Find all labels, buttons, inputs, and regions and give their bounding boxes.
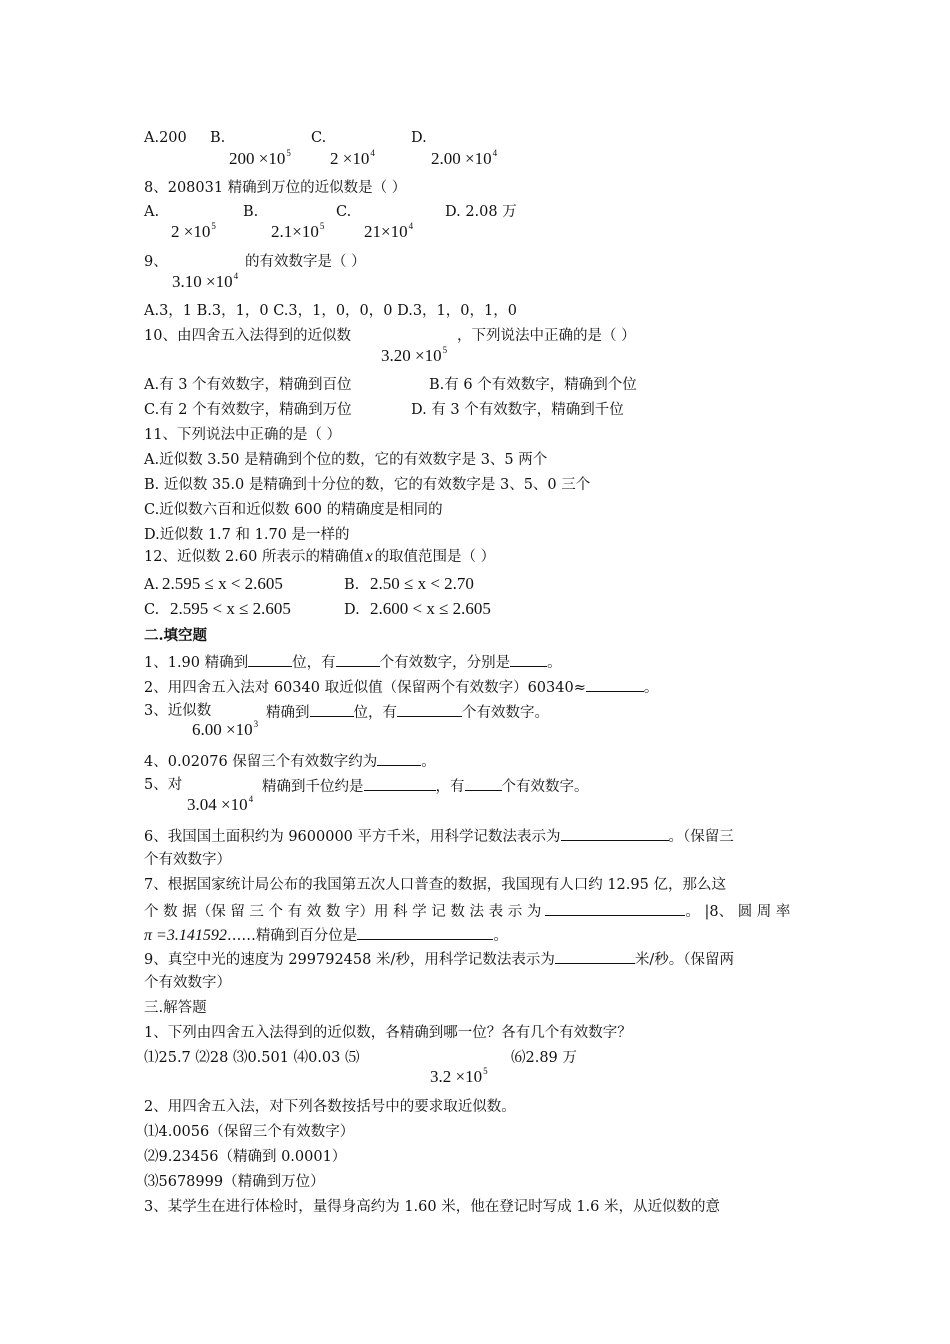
- fill-7-cont: 个 数 据（保 留 三 个 有 效 数 字）用 科 学 记 数 法 表 示 为 。 |8、 圆 周 率: [144, 900, 790, 922]
- fill-1-blank-1[interactable]: [248, 651, 292, 667]
- q7-option-d-math: $2.00 \times 10^4$: [431, 148, 498, 168]
- q12-stem: 12、近似数 2.60 所表示的精确值 x 的取值范围是（ ）: [144, 548, 496, 565]
- fill-1: 1、1.90 精确到 位，有 个有效数字，分别是 。: [144, 651, 562, 673]
- answer-2-item-3: ⑶5678999（精确到万位）: [144, 1174, 325, 1190]
- fill-3-blank-2[interactable]: [397, 701, 462, 717]
- fill-5-blank-2[interactable]: [465, 775, 502, 791]
- q11-option-d: D.近似数 1.7 和 1.70 是一样的: [144, 527, 350, 543]
- q7-options: [144, 128, 187, 148]
- fill-1-blank-3[interactable]: [510, 651, 547, 667]
- answer-2-stem: 2、用四舍五入法，对下列各数按括号中的要求取近似数。: [144, 1099, 516, 1115]
- q11-option-c: C.近似数六百和近似数 600 的精确度是相同的: [144, 502, 443, 518]
- q10-math: $3.20 \times 10^5$: [381, 345, 448, 365]
- q12-option-c-math: 2.595 < x ≤ 2.605: [170, 599, 291, 618]
- fill-9-cont: 个有效数字）: [144, 975, 231, 991]
- fill-5-blank-1[interactable]: [364, 775, 436, 791]
- q8-option-a-math: $2 \times 10^5$: [171, 221, 216, 241]
- q8-option-b-math: $2.1\times 10^5$: [271, 221, 325, 241]
- q10-stem-prefix: 10、由四舍五入法得到的近似数: [144, 328, 351, 344]
- q8-option-c-math: $21\times 10^4$: [364, 221, 414, 241]
- q7-option-b-label: B.: [210, 130, 226, 146]
- fill-8: π =3.141592……精确到百分位是 。: [144, 924, 508, 946]
- q12-variable: x: [365, 548, 373, 565]
- fill-6-blank[interactable]: [561, 825, 669, 841]
- q10-option-c: C.有 2 个有效数字，精确到万位: [144, 402, 352, 418]
- fill-2: 2、用四舍五入法对 60340 取近似值（保留两个有效数字）60340≈ 。: [144, 676, 658, 698]
- q10-option-b: B.有 6 个有效数字，精确到个位: [429, 377, 637, 393]
- fill-5: 精确到千位约是 ，有 个有效数字。: [262, 775, 589, 797]
- q7-option-a: A.200: [144, 130, 187, 146]
- q12-option-c-label: C.: [144, 602, 160, 618]
- answer-2-item-1: ⑴4.0056（保留三个有效数字）: [144, 1124, 355, 1140]
- q11-option-b: B. 近似数 35.0 是精确到十分位的数，它的有效数字是 3、5、0 三个: [144, 477, 591, 493]
- fill-6: 6、我国国土面积约为 9600000 平方千米，用科学记数法表示为 。（保留三: [144, 825, 734, 847]
- fill-3-blank-1[interactable]: [310, 701, 354, 717]
- q7-option-c-math: $2 \times 10^4$: [330, 148, 375, 168]
- fill-2-blank[interactable]: [586, 676, 644, 692]
- q7-option-b-math: $200 \times 10^5$: [229, 148, 291, 168]
- q9-options: A.3，1 B.3，1，0 C.3，1，0，0，0 D.3，1，0，1，0: [144, 303, 517, 319]
- answer-1-items: ⑴25.7 ⑵28 ⑶0.501 ⑷0.03 ⑸: [144, 1050, 360, 1066]
- q9-stem-prefix: 9、: [144, 254, 168, 270]
- fill-3-prefix: 3、近似数: [144, 703, 212, 719]
- section2-title: 二.填空题: [144, 627, 208, 644]
- q10-stem-suffix: ，下列说法中正确的是（ ）: [457, 328, 636, 344]
- section3-title: 三.解答题: [144, 1000, 207, 1016]
- q7-option-c-label: C.: [311, 130, 327, 146]
- answer-2-item-2: ⑵9.23456（精确到 0.0001）: [144, 1149, 347, 1165]
- answer-1-stem: 1、下列由四舍五入法得到的近似数，各精确到哪一位？各有几个有效数字？: [144, 1025, 632, 1041]
- fill-3-math: $6.00 \times 10^3$: [192, 719, 259, 739]
- q8-option-b-label: B.: [243, 204, 259, 220]
- q11-stem: 11、下列说法中正确的是（ ）: [144, 427, 342, 443]
- answer-1-math: $3.2 \times 10^5$: [430, 1066, 488, 1086]
- fill-7-blank[interactable]: [545, 900, 685, 916]
- fill-5-math: $3.04 \times 10^4$: [187, 794, 254, 814]
- q12-option-b-math: 2.50 ≤ x < 2.70: [370, 574, 474, 593]
- fill-7: 7、根据国家统计局公布的我国第五次人口普查的数据，我国现有人口约 12.95 亿，那么这: [144, 877, 726, 893]
- q12-option-b-label: B.: [344, 577, 360, 593]
- q9-stem-suffix: 的有效数字是（ ）: [245, 254, 366, 270]
- q12-option-d-label: D.: [344, 602, 360, 618]
- q12-option-a-label: A.: [144, 577, 160, 593]
- q8-option-c-label: C.: [336, 204, 352, 220]
- fill-3: 精确到 位，有 个有效数字。: [266, 701, 549, 723]
- fill-8-blank[interactable]: [357, 924, 493, 940]
- q7-option-d-label: D.: [411, 130, 427, 146]
- fill-4-blank[interactable]: [377, 750, 421, 766]
- fill-1-blank-2[interactable]: [336, 651, 380, 667]
- q11-option-a: A.近似数 3.50 是精确到个位的数，它的有效数字是 3、5 两个: [144, 452, 548, 468]
- fill-4: 4、0.02076 保留三个有效数字约为 。: [144, 750, 436, 772]
- q9-math: $3.10 \times 10^4$: [172, 271, 239, 291]
- q8-stem: 8、208031 精确到万位的近似数是（ ）: [144, 180, 407, 196]
- q8-option-d: D. 2.08 万: [445, 204, 517, 220]
- fill-5-prefix: 5、对: [144, 777, 183, 793]
- q10-option-d: D. 有 3 个有效数字，精确到千位: [411, 402, 624, 418]
- q12-option-d-math: 2.600 < x ≤ 2.605: [370, 599, 491, 618]
- q12-option-a-math: 2.595 ≤ x < 2.605: [162, 574, 283, 593]
- answer-1-item-6: ⑹2.89 万: [511, 1050, 577, 1066]
- answer-3-stem: 3、某学生在进行体检时，量得身高约为 1.60 米，他在登记时写成 1.6 米，从近似数的意: [144, 1199, 721, 1215]
- q10-option-a: A.有 3 个有效数字，精确到百位: [144, 377, 352, 393]
- fill-6-cont: 个有效数字）: [144, 852, 231, 868]
- fill-9: 9、真空中光的速度为 299792458 米/秒，用科学记数法表示为 米/秒。（保留两: [144, 948, 734, 970]
- fill-9-blank[interactable]: [555, 948, 635, 964]
- q8-option-a-label: A.: [144, 204, 160, 220]
